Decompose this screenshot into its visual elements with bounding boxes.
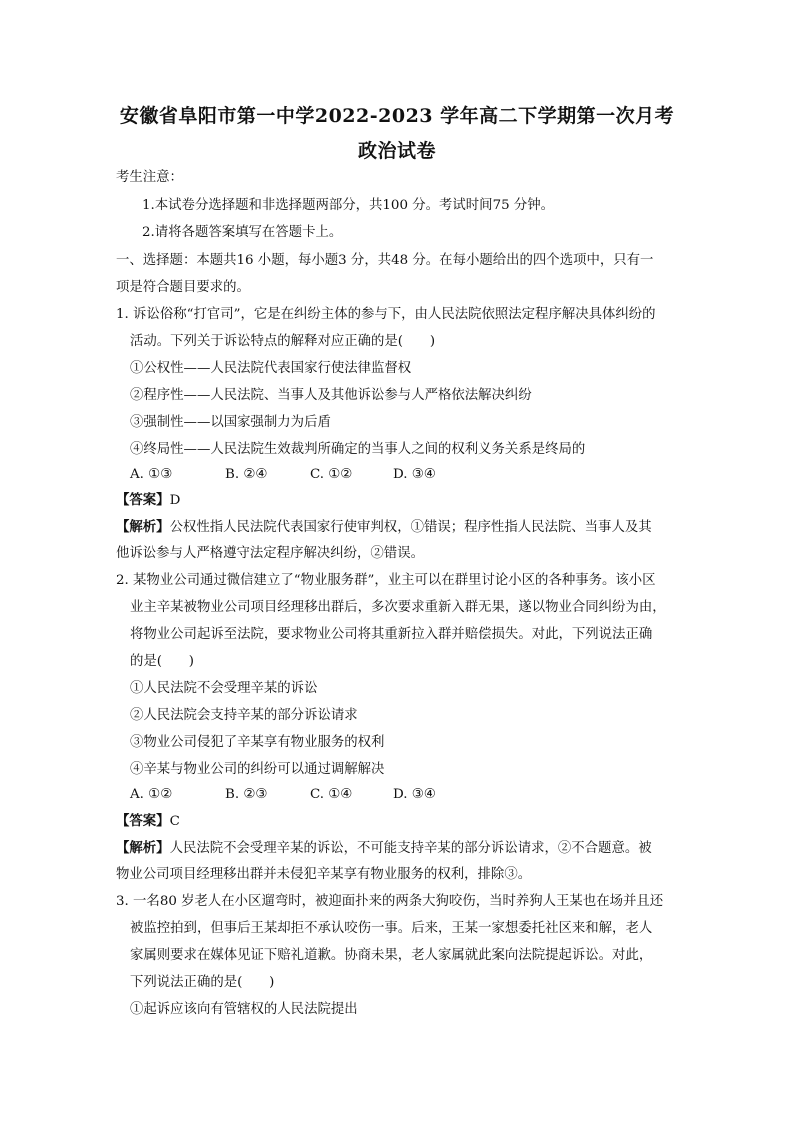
q1-analysis-line-2: 他诉讼参与人严格遵守法定程序解决纠纷，②错误。 xyxy=(116,546,424,561)
notice-item-1: 1.本试卷分选择题和非选择题两部分，共100 分。考试时间75 分钟。 xyxy=(142,198,555,213)
notice-heading: 考生注意： xyxy=(116,170,183,185)
q1-option-1: ①公权性——人民法院代表国家行使法律监督权 xyxy=(130,361,412,376)
q2-analysis-line-1 xyxy=(116,839,652,858)
q2-stem-line-3: 将物业公司起诉至法院，要求物业公司将其重新拉入群并赔偿损失。对此，下列说法正确 xyxy=(130,627,653,642)
q2-option-2: ②人民法院会支持辛某的部分诉讼请求 xyxy=(130,708,358,723)
q1-stem-line-1: 1. 诉讼俗称“打官司”，它是在纠纷主体的参与下，由人民法院依照法定程序解决具体纠纷的 xyxy=(116,307,656,322)
q1-option-2: ②程序性——人民法院、当事人及其他诉讼参与人严格依法解决纠纷 xyxy=(130,388,532,403)
q1-option-4: ④终局性——人民法院生效裁判所确定的当事人之间的权利义务关系是终局的 xyxy=(130,442,586,457)
q1-answer-label: 【答案】 xyxy=(116,492,170,508)
q2-option-3: ③物业公司侵犯了辛某享有物业服务的权利 xyxy=(130,735,385,750)
q2-option-1: ①人民法院不会受理辛某的诉讼 xyxy=(130,681,318,696)
q3-stem-line-1: 3. 一名80 岁老人在小区遛弯时，被迎面扑来的两条大狗咬伤，当时养狗人王某也在场并且还 xyxy=(116,894,664,909)
q2-stem-line-4: 的是( ) xyxy=(130,654,195,669)
q3-option-1: ①起诉应该向有管辖权的人民法院提出 xyxy=(130,1002,358,1017)
q2-choice-a: A. ①② xyxy=(130,787,173,802)
q1-choice-a: A. ①③ xyxy=(130,467,173,482)
q1-choice-c: C. ①② xyxy=(310,467,353,482)
q2-stem-line-2: 业主辛某被物业公司项目经理移出群后，多次要求重新入群无果，遂以物业合同纠纷为由， xyxy=(130,600,666,615)
q2-stem-line-1: 2. 某物业公司通过微信建立了“物业服务群”，业主可以在群里讨论小区的各种事务。该小区 xyxy=(116,573,656,588)
q1-answer-value: D xyxy=(169,493,181,508)
q2-analysis-text-1: 人民法院不会受理辛某的诉讼，不可能支持辛某的部分诉讼请求，②不合题意。被 xyxy=(169,841,652,856)
q2-answer-value: C xyxy=(169,814,180,829)
q1-choice-b: B. ②④ xyxy=(225,467,268,482)
notice-item-2: 2.请将各题答案填写在答题卡上。 xyxy=(142,225,343,240)
q2-answer-label: 【答案】 xyxy=(116,813,170,829)
q1-choice-d: D. ③④ xyxy=(393,467,436,482)
q1-stem-line-2: 活动。下列关于诉讼特点的解释对应正确的是( ) xyxy=(130,334,436,349)
q1-answer xyxy=(116,491,180,510)
q1-analysis-label: 【解析】 xyxy=(116,519,170,535)
q2-option-4: ④辛某与物业公司的纠纷可以通过调解解决 xyxy=(130,762,385,777)
q3-stem-line-2: 被监控拍到，但事后王某却拒不承认咬伤一事。后来，王某一家想委托社区来和解，老人 xyxy=(130,921,653,936)
q3-stem-line-4: 下列说法正确的是( ) xyxy=(130,975,275,990)
q2-choice-c: C. ①④ xyxy=(310,787,353,802)
q2-choice-b: B. ②③ xyxy=(225,787,268,802)
section-heading-line-2: 项是符合题目要求的。 xyxy=(116,280,250,295)
exam-subtitle: 政治试卷 xyxy=(357,140,436,162)
q1-analysis-text-1: 公权性指人民法院代表国家行使审判权，①错误；程序性指人民法院、当事人及其 xyxy=(169,520,652,535)
q1-analysis-line-1 xyxy=(116,518,652,537)
section-heading-line-1: 一、选择题：本题共16 小题，每小题3 分，共48 分。在每小题给出的四个选项中，只有一 xyxy=(116,253,654,268)
q2-choice-d: D. ③④ xyxy=(393,787,436,802)
q2-analysis-label: 【解析】 xyxy=(116,840,170,856)
q1-option-3: ③强制性——以国家强制力为后盾 xyxy=(130,415,331,430)
exam-title: 安徽省阜阳市第一中学2022-2023 学年高二下学期第一次月考 xyxy=(119,105,675,127)
q2-answer xyxy=(116,812,180,831)
q3-stem-line-3: 家属则要求在媒体见证下赔礼道歉。协商未果，老人家属就此案向法院提起诉讼。对此， xyxy=(130,948,653,963)
q2-analysis-line-2: 物业公司项目经理移出群并未侵犯辛某享有物业服务的权利，排除③。 xyxy=(116,867,532,882)
